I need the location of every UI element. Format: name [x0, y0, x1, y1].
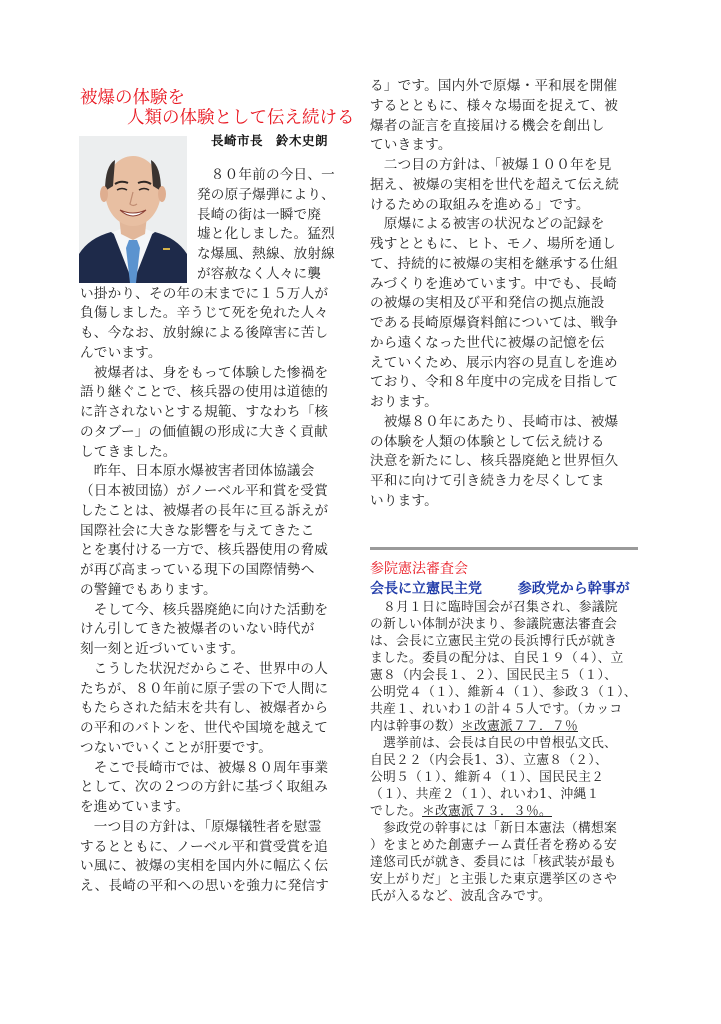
article1-text-line: 被爆８０年にあたり、長崎市は、被爆 — [370, 413, 619, 430]
article1-text-line: 国際社会に大きな影響を与えてきたこ — [80, 522, 315, 539]
article2-text-segment: 波乱含みです。 — [460, 889, 551, 904]
article2-subheading-part1: 会長に立憲民主党 — [370, 581, 482, 597]
article1-text-line: である長崎原爆資料館については、戦争 — [370, 315, 619, 331]
mayor-portrait-photo — [79, 136, 187, 283]
article2-text-segment: 内は幹事の数） — [370, 719, 461, 734]
article1-text-line: するとともに、様々な場面を捉えて、被 — [370, 97, 619, 114]
article1-text-line: えていくため、展示内容の見直しを進め — [370, 354, 618, 371]
article1-text-line: とを裏付ける一方で、核兵器使用の脅威 — [80, 542, 329, 559]
article1-text-line: の警鐘でもあります。 — [80, 581, 217, 598]
article1-text-line: みづくりを進めています。中でも、長崎 — [370, 275, 617, 292]
article-title-line-1: 被爆の体験を — [80, 88, 185, 108]
article2-text-line: ８月１日に臨時国会が召集され、参議院 — [370, 600, 618, 615]
article1-text-line: 発の原子爆弾により、 — [197, 186, 335, 203]
byline: 長崎市長 鈴木史朗 — [211, 133, 329, 148]
article1-text-line: んでいます。 — [80, 344, 162, 361]
article1-text-line: 原爆による被害の状況などの記録を — [370, 216, 605, 233]
article1-text-line: 刻一刻と近づいています。 — [80, 641, 245, 657]
article1-text-line: 一つ目の方針は、「原爆犠牲者を慰霊 — [80, 818, 322, 835]
portrait-illustration — [79, 136, 187, 283]
article1-text-line: もたらされた結末を共有し、被爆者から — [80, 700, 329, 717]
article2-text-line: 参政党の幹事には「新日本憲法（構想案 — [370, 821, 617, 836]
pro-amendment-ratio-before: ＊改憲派７３．３％。 — [422, 804, 552, 819]
article1-text-line: 平和に向けて引き続き力を尽くしてま — [370, 473, 605, 489]
article1-text-line: いります。 — [370, 492, 438, 509]
article1-text-line: するとともに、ノーベル平和賞受賞を追 — [80, 838, 328, 855]
article1-text-line: （日本被団協）がノーベル平和賞を受賞 — [80, 483, 328, 499]
article1-text-line: て、持続的に被爆の実相を継承する仕組 — [370, 255, 619, 272]
article2-text-line: 達悠司氏が就き、委員には「核武装が最も — [370, 855, 617, 870]
article1-text-line: が再び高まっている現下の国際情勢へ — [80, 562, 315, 578]
article2-text-line: ）をまとめた創憲チーム責任者を務める安 — [370, 838, 617, 853]
article2-text-line: 選挙前は、会長は自民の中曽根弘文氏、 — [370, 736, 617, 751]
article1-text-line: けん引してきた被爆者のいない時代が — [80, 621, 315, 638]
article1-text-line: 長崎の街は一瞬で廃 — [197, 206, 322, 223]
article1-text-line: に許されないとする規範、すなわち「核 — [80, 404, 329, 420]
article2-text-line — [370, 719, 578, 735]
article1-text-line: も、今なお、放射線による後障害に苦し — [80, 325, 329, 341]
article2-text-segment: でした。 — [370, 804, 422, 819]
article2-text-line: の新しい体制が決まり、参議院憲法審査会 — [370, 617, 617, 632]
article1-text-line: 残すとともに、ヒト、モノ、場所を通し — [370, 236, 616, 252]
article1-text-line: したことは、被爆者の長年に亘る訴えが — [80, 502, 329, 519]
article2-text-line: （１）、共産２（１）、れいわ1、沖縄１ — [370, 787, 600, 802]
article2-text-line: 共産１、れいわ１の計４５人です。（カッコ — [370, 702, 623, 717]
article1-text-line: ８０年前の今日、一 — [197, 167, 335, 183]
article2-text-line: 安上がりだ」と主張した東京選挙区のさや — [370, 872, 617, 887]
article2-text-line — [370, 889, 551, 905]
article1-text-line: い掛かり、その年の末までに１５万人が — [80, 285, 329, 302]
red-comma: 、 — [447, 889, 461, 904]
article1-text-line: してきました。 — [80, 443, 177, 460]
article-title-line-2: 人類の体験として伝え続ける — [127, 108, 355, 128]
article1-text-line: の被爆の実相及び平和発信の拠点施設 — [370, 295, 605, 312]
article1-text-line: 昨年、日本原水爆被害者団体協議会 — [80, 463, 315, 480]
article1-text-line: から遠くなった世代に被爆の記憶を伝 — [370, 334, 605, 351]
article1-text-line: として、次の２つの方針に基づく取組み — [80, 779, 329, 796]
article1-text-line: おります。 — [370, 394, 438, 410]
article1-text-line: たちが、８０年前に原子雲の下で人間に — [80, 680, 329, 697]
article1-text-line: こうした状況だからこそ、世界中の人 — [80, 660, 329, 677]
article1-text-line: の平和のバトンを、世代や国境を越えて — [80, 720, 329, 736]
article2-text-segment: 氏が入るなど — [370, 889, 448, 904]
article1-text-line: 二つ目の方針は、「被爆１００年を見 — [370, 157, 612, 173]
article1-text-line: そして今、核兵器廃絶に向けた活動を — [80, 601, 329, 618]
article1-text-line: 被爆者は、身をもって体験した惨禍を — [80, 364, 329, 381]
article1-text-line: つないでいくことが肝要です。 — [80, 739, 273, 756]
article1-text-line: のタブー」の価値観の形成に大きく貢献 — [80, 423, 328, 440]
article2-text-line: は、会長に立憲民主党の長浜博行氏が就き — [370, 634, 617, 649]
article1-text-line: 据え、被爆の実相を世代を超えて伝え続 — [370, 176, 620, 193]
article1-text-line: 負傷しました。辛うじて死を免れた人々 — [80, 305, 329, 322]
article1-text-line: そこで長崎市では、被爆８０周年事業 — [80, 759, 329, 776]
article1-text-line: い風に、被爆の実相を国内外に幅広く伝 — [80, 858, 329, 875]
article1-text-line: けるための取組みを進める」です。 — [370, 196, 590, 213]
article2-subheading — [370, 578, 630, 598]
article1-text-line: ており、令和８年度中の完成を目指して — [370, 374, 619, 391]
article1-text-line: 語り継ぐことで、核兵器の使用は道徳的 — [80, 384, 329, 401]
article1-text-line: 決意を新たにし、核兵器廃絶と世界恒久 — [370, 453, 619, 470]
article2-text-line: ました。委員の配分は、自民１９（４）、立 — [370, 651, 624, 666]
article1-text-line: る」です。国内外で原爆・平和展を開催 — [370, 78, 618, 94]
article1-text-line: が容赦なく人々に襲 — [197, 265, 322, 282]
section-divider — [370, 547, 638, 550]
article2-text-line — [370, 804, 552, 820]
article1-text-line: の体験を人類の体験として伝え続ける — [370, 433, 605, 450]
article2-subheading-part2: 参政党から幹事が — [517, 581, 630, 597]
article2-heading: 参院憲法審査会 — [370, 561, 468, 577]
article2-text-line: 自民２２（内会長1、3）、立憲８（２）、 — [370, 753, 608, 768]
article1-text-line: な爆風、熱線、放射線 — [197, 246, 335, 262]
pro-amendment-ratio-after: ＊改憲派７７．７％ — [460, 719, 578, 734]
article1-text-line: ていきます。 — [370, 137, 452, 154]
article1-text-line: 墟と化しました。猛烈 — [197, 226, 335, 243]
article1-text-line: え、長崎の平和への思いを強力に発信す — [80, 878, 330, 894]
article2-text-line: 憲８（内会長１、２）、国民民主５（１）、 — [370, 668, 618, 683]
article1-text-line: 爆者の証言を直接届ける機会を創出し — [370, 117, 605, 134]
article2-text-line: 公明党４（１）、維新４（１）、参政３（１）、 — [370, 685, 637, 700]
article2-text-line: 公明５（１）、維新４（１）、国民民主２ — [370, 770, 605, 785]
article1-text-line: を進めています。 — [80, 799, 190, 815]
